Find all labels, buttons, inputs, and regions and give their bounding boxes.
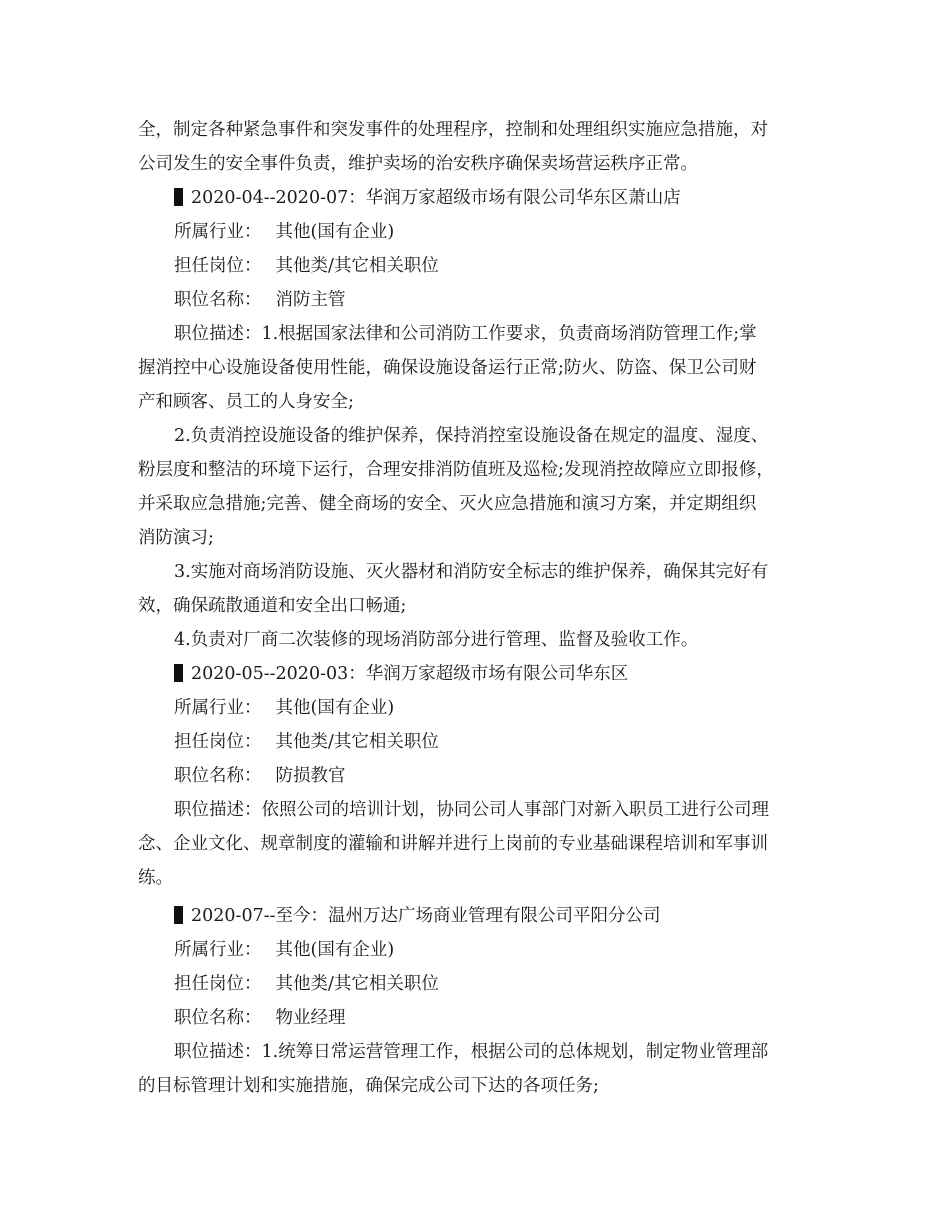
paragraph-line: 公司发生的安全事件负责，维护卖场的治安秩序确保卖场营运秩序正常。: [138, 154, 698, 174]
title-row: 职位名称： 消防主管: [174, 290, 346, 310]
job-entry-header: 2020-05--2020-03：华润万家超级市场有限公司华东区: [174, 662, 628, 686]
industry-row: 所属行业： 其他(国有企业): [174, 940, 395, 960]
bullet-block-icon: [174, 188, 183, 206]
post-row: 担任岗位： 其他类/其它相关职位: [174, 732, 439, 752]
desc-line: 握消控中心设施设备使用性能，确保设施设备运行正常;防火、防盗、保卫公司财: [138, 358, 757, 378]
bullet-block-icon: [174, 664, 183, 682]
title-row: 职位名称： 物业经理: [174, 1008, 346, 1028]
desc-line: 3.实施对商场消防设施、灭火器材和消防安全标志的维护保养，确保其完好有: [174, 562, 769, 582]
industry-row: 所属行业： 其他(国有企业): [174, 698, 395, 718]
desc-line: 练。: [138, 868, 173, 888]
industry-row: 所属行业： 其他(国有企业): [174, 222, 395, 242]
paragraph-line: 全，制定各种紧急事件和突发事件的处理程序，控制和处理组织实施应急措施，对: [138, 120, 768, 140]
desc-line: 念、企业文化、规章制度的灌输和讲解并进行上岗前的专业基础课程培训和军事训: [138, 834, 768, 854]
desc-line: 职位描述：1.统筹日常运营管理工作，根据公司的总体规划，制定物业管理部: [174, 1042, 769, 1062]
desc-line: 产和顾客、员工的人身安全;: [138, 392, 354, 412]
desc-line: 粉层度和整洁的环境下运行，合理安排消防值班及巡检;发现消控故障应立即报修，: [138, 460, 774, 480]
desc-line: 4.负责对厂商二次装修的现场消防部分进行管理、监督及验收工作。: [174, 630, 699, 650]
post-row: 担任岗位： 其他类/其它相关职位: [174, 256, 439, 276]
bullet-block-icon: [174, 906, 183, 924]
desc-line: 并采取应急措施;完善、健全商场的安全、灭火应急措施和演习方案，并定期组织: [138, 494, 757, 514]
post-row: 担任岗位： 其他类/其它相关职位: [174, 974, 439, 994]
desc-line: 职位描述：依照公司的培训计划，协同公司人事部门对新入职员工进行公司理: [174, 800, 769, 820]
desc-line: 职位描述：1.根据国家法律和公司消防工作要求，负责商场消防管理工作;掌: [174, 324, 757, 344]
job-entry-header: 2020-04--2020-07：华润万家超级市场有限公司华东区萧山店: [174, 186, 681, 210]
desc-line: 效，确保疏散通道和安全出口畅通;: [138, 596, 407, 616]
desc-line: 消防演习;: [138, 528, 214, 548]
title-row: 职位名称： 防损教官: [174, 766, 346, 786]
job-entry-header: 2020-07--至今：温州万达广场商业管理有限公司平阳分公司: [174, 904, 661, 928]
desc-line: 2.负责消控设施设备的维护保养，保持消控室设施设备在规定的温度、湿度、: [174, 426, 769, 446]
desc-line: 的目标管理计划和实施措施，确保完成公司下达的各项任务;: [138, 1076, 599, 1096]
